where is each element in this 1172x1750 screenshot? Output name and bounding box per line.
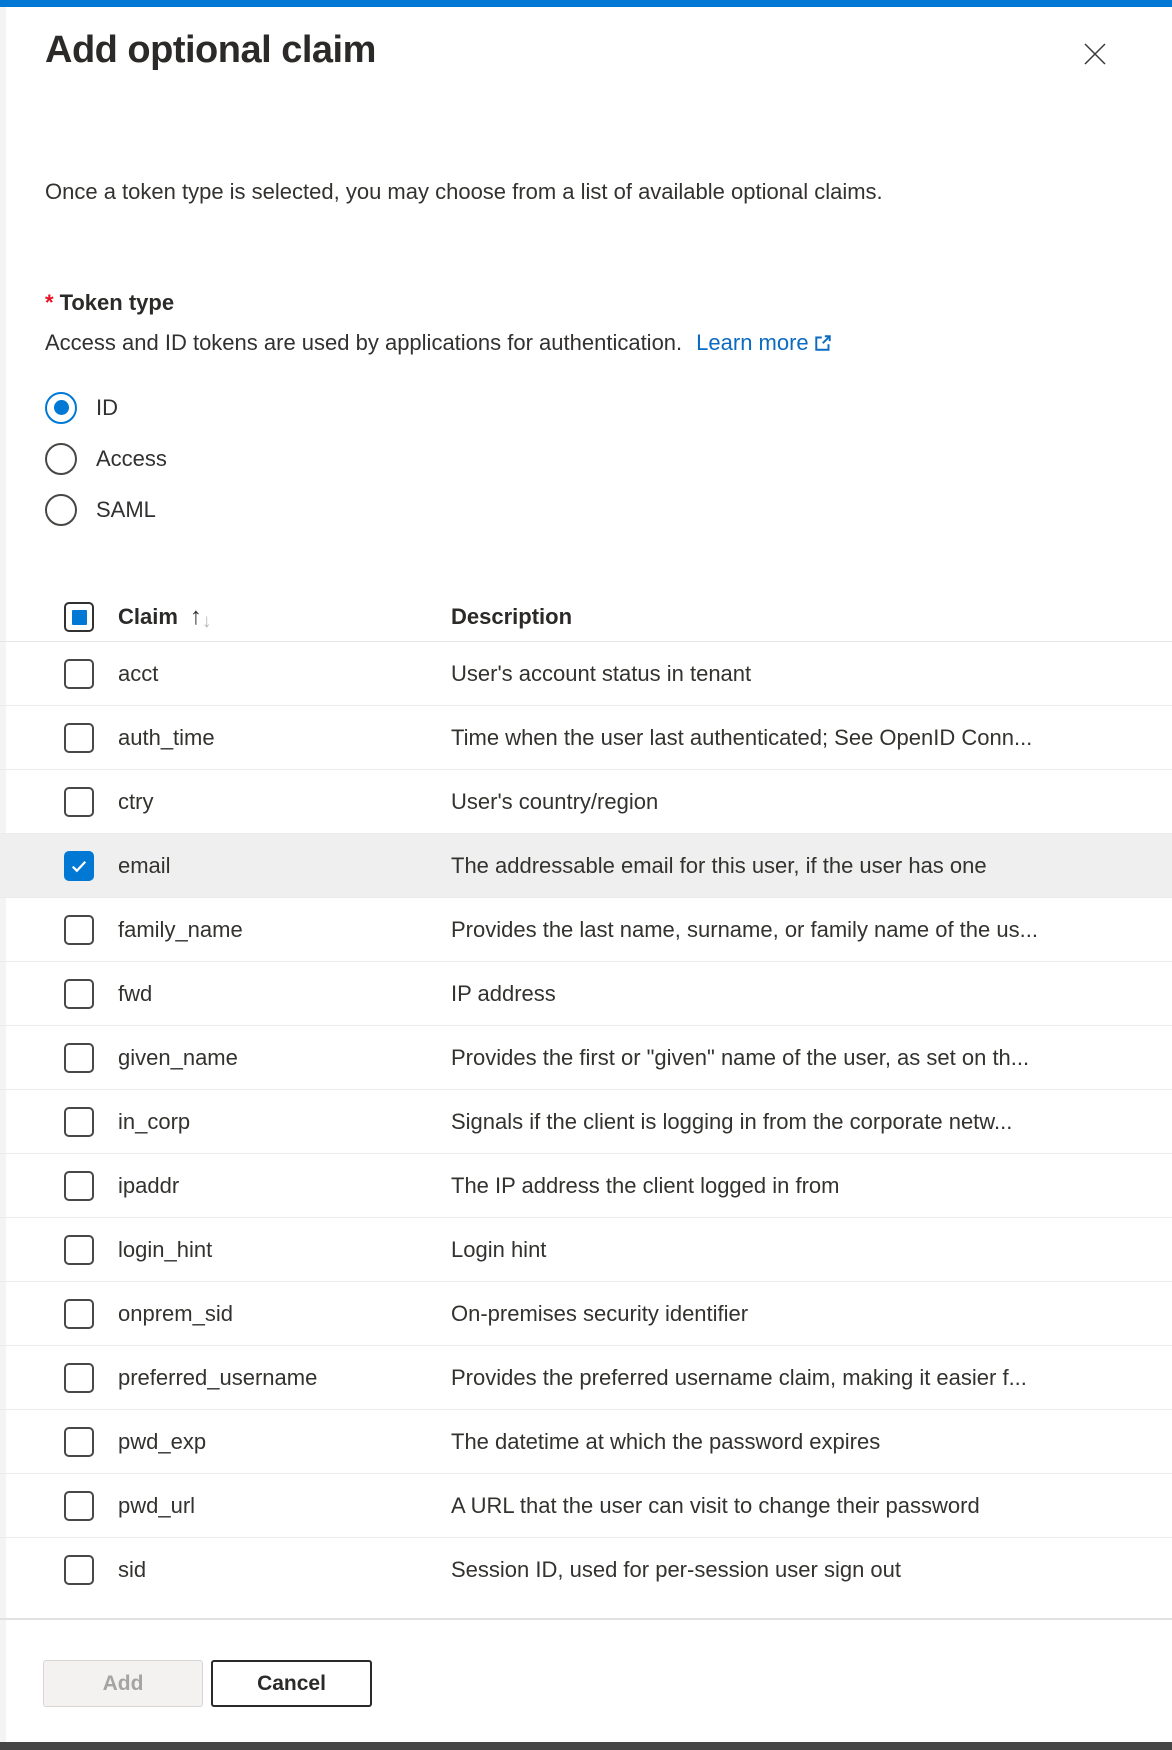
description-cell: The datetime at which the password expires <box>451 1428 881 1454</box>
row-checkbox[interactable] <box>64 787 94 817</box>
row-checkbox[interactable] <box>64 1363 94 1393</box>
row-checkbox[interactable] <box>64 1555 94 1585</box>
claim-column-header[interactable] <box>94 604 451 630</box>
row-checkbox[interactable] <box>64 1299 94 1329</box>
row-checkbox[interactable] <box>64 851 94 881</box>
footer-divider <box>0 1618 1172 1620</box>
description-column-header: Description <box>451 604 573 629</box>
row-checkbox[interactable] <box>64 1235 94 1265</box>
claim-cell: family_name <box>118 916 243 942</box>
sort-ascending-icon: ↑ <box>189 603 202 630</box>
description-cell: Provides the preferred username claim, making it easier f... <box>451 1364 1027 1390</box>
bottom-edge-bar <box>0 1742 1172 1750</box>
radio-option-saml[interactable] <box>45 484 1172 535</box>
row-checkbox[interactable] <box>64 1491 94 1521</box>
token-type-radio-group <box>45 382 1172 535</box>
token-type-description: Access and ID tokens are used by applications for authentication. <box>45 330 683 355</box>
table-row-family_name[interactable] <box>0 898 1172 962</box>
row-checkbox[interactable] <box>64 1171 94 1201</box>
claim-cell: onprem_sid <box>118 1300 233 1326</box>
radio-button-icon[interactable] <box>45 494 77 526</box>
table-row-onprem_sid[interactable] <box>0 1282 1172 1346</box>
token-type-heading <box>45 290 1127 316</box>
radio-button-icon[interactable] <box>45 392 77 424</box>
claim-cell: given_name <box>118 1044 238 1070</box>
table-row-preferred_username[interactable] <box>0 1346 1172 1410</box>
description-cell: Provides the last name, surname, or family name of the us... <box>451 916 1038 942</box>
description-cell: A URL that the user can visit to change their password <box>451 1492 980 1518</box>
dialog-header <box>0 7 1172 76</box>
row-checkbox[interactable] <box>64 915 94 945</box>
description-cell: Login hint <box>451 1236 547 1262</box>
description-cell: Signals if the client is logging in from the corporate netw... <box>451 1108 1013 1134</box>
learn-more-label: Learn more <box>696 330 809 355</box>
close-icon <box>1082 41 1108 67</box>
claim-column-label: Claim <box>118 604 178 629</box>
intro-text: Once a token type is selected, you may choose from a list of available optional claims. <box>45 179 883 204</box>
table-row-acct[interactable] <box>0 642 1172 706</box>
radio-option-label: SAML <box>96 496 156 522</box>
claim-cell: email <box>118 852 171 878</box>
dialog-footer <box>43 1660 372 1707</box>
claim-cell: ctry <box>118 788 154 814</box>
table-header-row <box>0 593 1172 642</box>
description-cell: The IP address the client logged in from <box>451 1172 840 1198</box>
row-checkbox[interactable] <box>64 979 94 1009</box>
claim-cell: ipaddr <box>118 1172 180 1198</box>
add-optional-claim-dialog <box>0 7 1172 1602</box>
cancel-button[interactable]: Cancel <box>211 1660 372 1707</box>
row-checkbox[interactable] <box>64 723 94 753</box>
table-row-in_corp[interactable] <box>0 1090 1172 1154</box>
required-asterisk: * <box>45 290 54 315</box>
row-checkbox[interactable] <box>64 1427 94 1457</box>
external-link-icon <box>812 332 834 354</box>
description-cell: Provides the first or "given" name of the user, as set on th... <box>451 1044 1030 1070</box>
claim-cell: login_hint <box>118 1236 213 1262</box>
description-cell: Time when the user last authenticated; See OpenID Conn... <box>451 724 1033 750</box>
claim-cell: auth_time <box>118 724 215 750</box>
indeterminate-mark <box>72 610 87 625</box>
claim-cell: in_corp <box>118 1108 191 1134</box>
sort-indicator <box>189 603 212 632</box>
claim-cell: preferred_username <box>118 1364 318 1390</box>
table-row-email[interactable] <box>0 834 1172 898</box>
claim-cell: pwd_url <box>118 1492 196 1518</box>
description-cell: Session ID, used for per-session user sign out <box>451 1557 902 1582</box>
select-all-checkbox[interactable] <box>64 602 94 632</box>
table-row-sid[interactable] <box>0 1538 1172 1602</box>
table-row-ctry[interactable] <box>0 770 1172 834</box>
claim-cell: fwd <box>118 980 153 1006</box>
table-row-fwd[interactable] <box>0 962 1172 1026</box>
radio-button-icon[interactable] <box>45 443 77 475</box>
radio-option-id[interactable] <box>45 382 1172 433</box>
row-checkbox[interactable] <box>64 1043 94 1073</box>
description-cell: IP address <box>451 980 556 1006</box>
claim-cell: sid <box>118 1557 147 1582</box>
table-row-login_hint[interactable] <box>0 1218 1172 1282</box>
description-cell: On-premises security identifier <box>451 1300 749 1326</box>
checkmark-icon <box>69 856 89 876</box>
claims-table <box>0 593 1172 1602</box>
accent-top-bar <box>0 0 1172 7</box>
radio-option-label: Access <box>96 445 167 471</box>
add-button[interactable]: Add <box>43 1660 203 1707</box>
row-checkbox[interactable] <box>64 659 94 689</box>
radio-option-label: ID <box>96 394 118 420</box>
page-title: Add optional claim <box>45 29 376 71</box>
table-row-pwd_url[interactable] <box>0 1474 1172 1538</box>
claim-cell: acct <box>118 660 159 686</box>
description-cell: User's account status in tenant <box>451 660 752 686</box>
radio-option-access[interactable] <box>45 433 1172 484</box>
row-checkbox[interactable] <box>64 1107 94 1137</box>
description-cell: The addressable email for this user, if the user has one <box>451 852 987 878</box>
learn-more-link[interactable] <box>696 330 834 356</box>
close-button[interactable] <box>1076 35 1114 76</box>
table-row-pwd_exp[interactable] <box>0 1410 1172 1474</box>
description-cell: User's country/region <box>451 788 659 814</box>
token-type-label: Token type <box>59 290 175 315</box>
sort-descending-icon: ↓ <box>201 611 212 632</box>
table-row-auth_time[interactable] <box>0 706 1172 770</box>
token-type-description-row <box>45 330 1127 356</box>
table-row-given_name[interactable] <box>0 1026 1172 1090</box>
claim-cell: pwd_exp <box>118 1428 207 1454</box>
table-body <box>0 642 1172 1602</box>
table-row-ipaddr[interactable] <box>0 1154 1172 1218</box>
